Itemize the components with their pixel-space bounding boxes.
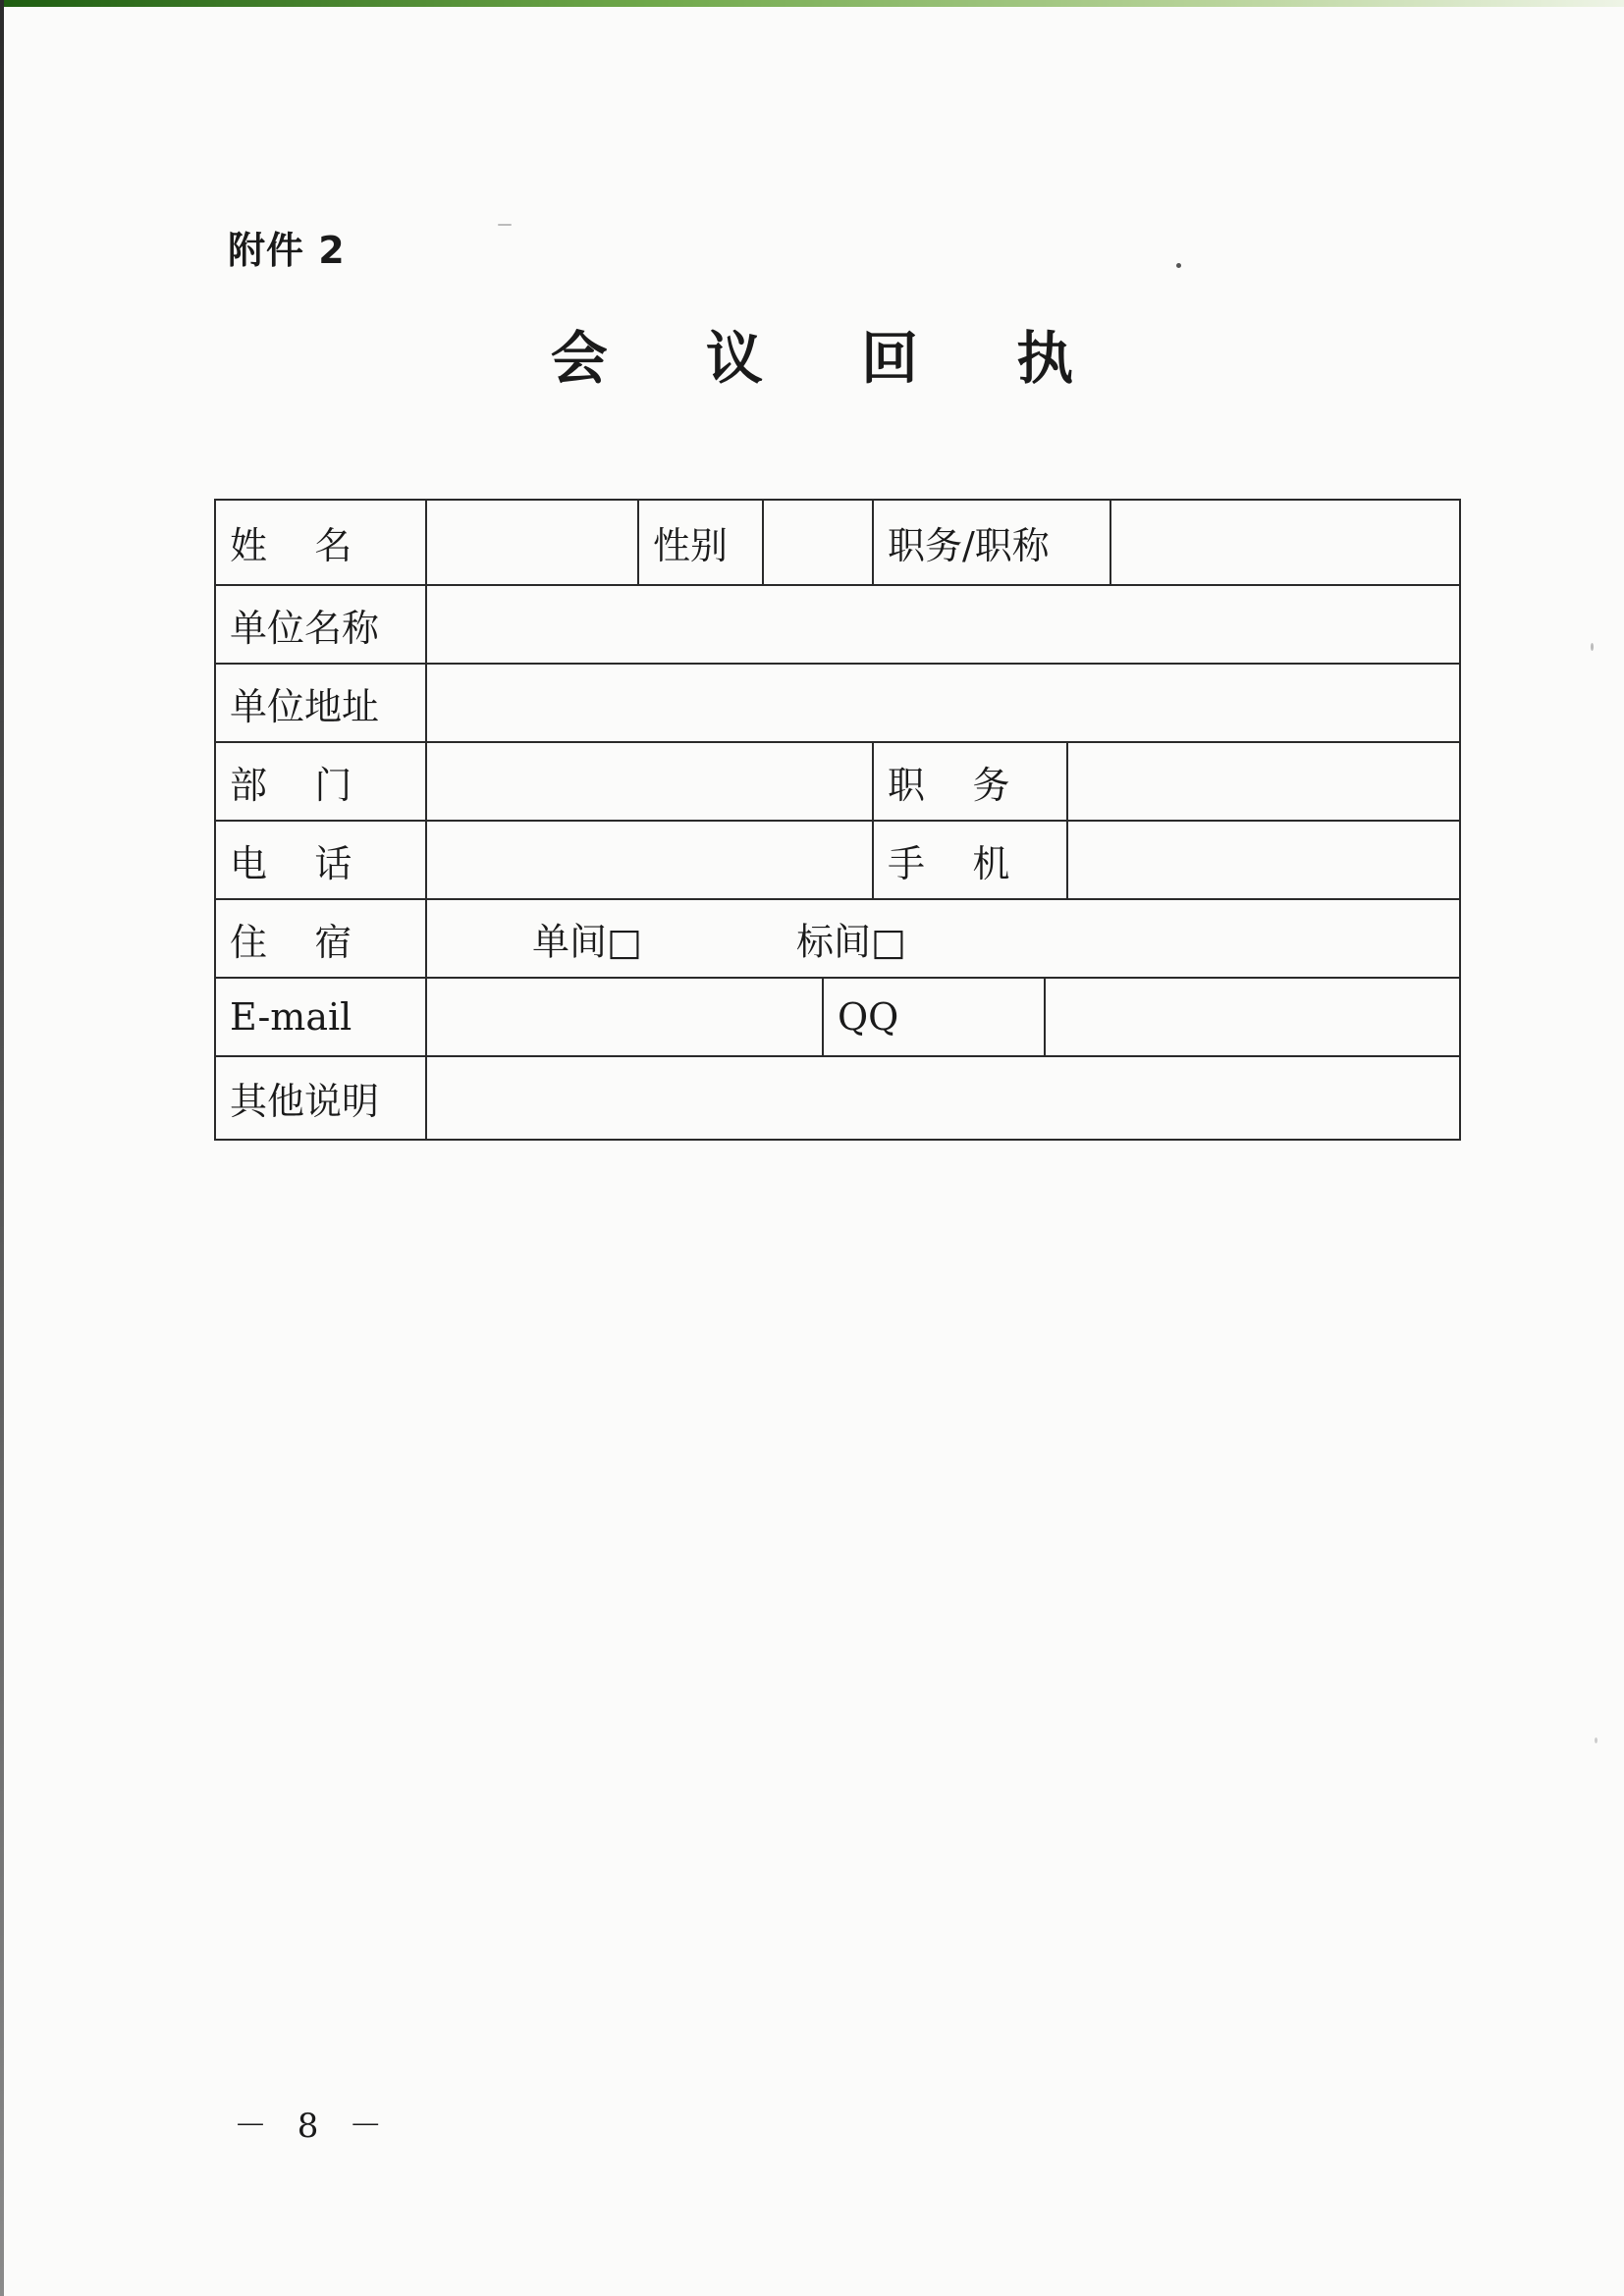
form-row-lodging xyxy=(216,900,1459,979)
phone-label: 电 话 xyxy=(216,822,427,898)
meeting-reply-form xyxy=(214,499,1461,1141)
department-field[interactable] xyxy=(427,743,874,820)
form-row-name xyxy=(216,501,1459,586)
position-field[interactable] xyxy=(1068,743,1459,820)
scan-speck xyxy=(1595,1737,1597,1743)
org-name-field[interactable] xyxy=(427,586,1459,663)
page-title: 会 议 回 执 xyxy=(550,325,1113,392)
phone-field[interactable] xyxy=(427,822,874,898)
form-row-org-address xyxy=(216,665,1459,743)
scan-speck xyxy=(1591,643,1594,651)
email-label: E-mail xyxy=(216,979,427,1055)
scan-speck xyxy=(1176,263,1181,268)
qq-field[interactable] xyxy=(1046,979,1459,1055)
gender-field[interactable] xyxy=(764,501,874,584)
page-number: － 8 － xyxy=(234,2107,393,2146)
position-label: 职 务 xyxy=(874,743,1068,820)
department-label: 部 门 xyxy=(216,743,427,820)
name-label: 姓 名 xyxy=(216,501,427,584)
form-row-department xyxy=(216,743,1459,822)
org-address-label: 单位地址 xyxy=(216,665,427,741)
mobile-label: 手 机 xyxy=(874,822,1068,898)
mobile-field[interactable] xyxy=(1068,822,1459,898)
email-field[interactable] xyxy=(427,979,824,1055)
name-field[interactable] xyxy=(427,501,639,584)
form-row-remarks xyxy=(216,1057,1459,1139)
org-address-field[interactable] xyxy=(427,665,1459,741)
org-name-label: 单位名称 xyxy=(216,586,427,663)
gender-label: 性别 xyxy=(639,501,764,584)
title-field[interactable] xyxy=(1111,501,1459,584)
remarks-label: 其他说明 xyxy=(216,1057,427,1139)
qq-label: QQ xyxy=(824,979,1046,1055)
scan-edge-top xyxy=(0,0,1624,7)
scan-speck xyxy=(498,224,512,226)
remarks-field[interactable] xyxy=(427,1057,1459,1139)
lodging-standard-checkbox[interactable]: 标间□ xyxy=(796,920,906,964)
form-row-phone xyxy=(216,822,1459,900)
lodging-label: 住 宿 xyxy=(216,900,427,977)
form-row-email xyxy=(216,979,1459,1057)
lodging-options xyxy=(427,900,1459,977)
title-label: 职务/职称 xyxy=(874,501,1111,584)
lodging-single-checkbox[interactable]: 单间□ xyxy=(532,920,642,964)
form-row-org-name xyxy=(216,586,1459,665)
attachment-label: 附件 2 xyxy=(228,229,346,272)
